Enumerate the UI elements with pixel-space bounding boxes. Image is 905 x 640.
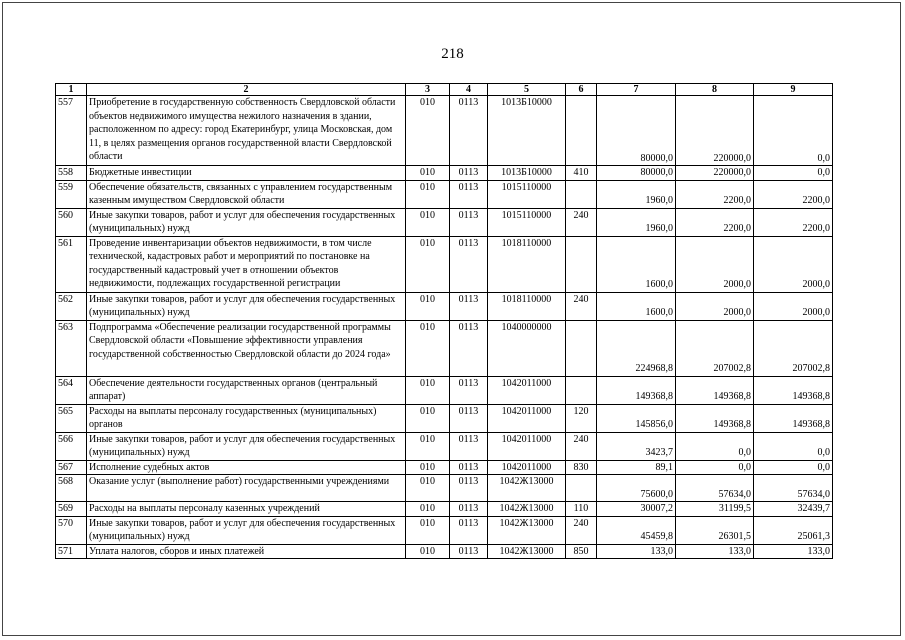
cell-amount-col9: 2200,0	[754, 180, 833, 208]
cell-section-code: 0113	[450, 166, 488, 181]
cell-section-code: 0113	[450, 320, 488, 376]
cell-ministry-code: 010	[406, 376, 450, 404]
cell-row-number: 563	[56, 320, 87, 376]
cell-amount-col7: 30007,2	[597, 502, 676, 517]
cell-expense-type	[566, 320, 597, 376]
cell-target-code: 1013Б10000	[488, 96, 566, 166]
cell-expense-type	[566, 180, 597, 208]
cell-target-code: 1042Ж13000	[488, 516, 566, 544]
table-row	[56, 166, 833, 181]
cell-section-code: 0113	[450, 460, 488, 475]
cell-expense-type: 240	[566, 516, 597, 544]
cell-target-code: 1042Ж13000	[488, 544, 566, 559]
cell-amount-col7: 1600,0	[597, 292, 676, 320]
cell-description: Исполнение судебных актов	[87, 460, 406, 475]
cell-ministry-code: 010	[406, 432, 450, 460]
cell-amount-col9: 0,0	[754, 460, 833, 475]
cell-row-number: 559	[56, 180, 87, 208]
cell-target-code: 1015110000	[488, 208, 566, 236]
cell-ministry-code: 010	[406, 404, 450, 432]
table-row	[56, 96, 833, 166]
cell-section-code: 0113	[450, 432, 488, 460]
cell-description: Иные закупки товаров, работ и услуг для обеспечения государственных (муниципальных) нужд	[87, 516, 406, 544]
cell-section-code: 0113	[450, 208, 488, 236]
cell-amount-col8: 2200,0	[676, 180, 754, 208]
cell-section-code: 0113	[450, 502, 488, 517]
cell-amount-col8: 57634,0	[676, 475, 754, 502]
cell-expense-type: 120	[566, 404, 597, 432]
cell-expense-type: 240	[566, 208, 597, 236]
cell-amount-col7: 1960,0	[597, 180, 676, 208]
cell-description: Бюджетные инвестиции	[87, 166, 406, 181]
cell-expense-type: 830	[566, 460, 597, 475]
cell-section-code: 0113	[450, 544, 488, 559]
cell-row-number: 560	[56, 208, 87, 236]
cell-row-number: 569	[56, 502, 87, 517]
table-row	[56, 460, 833, 475]
cell-target-code: 1042011000	[488, 432, 566, 460]
cell-section-code: 0113	[450, 516, 488, 544]
cell-amount-col9: 0,0	[754, 166, 833, 181]
cell-amount-col8: 26301,5	[676, 516, 754, 544]
table-row	[56, 432, 833, 460]
cell-row-number: 565	[56, 404, 87, 432]
cell-amount-col7: 89,1	[597, 460, 676, 475]
cell-expense-type	[566, 96, 597, 166]
cell-description: Проведение инвентаризации объектов недвижимости, в том числе технической, кадастровых работ и мероприятий по постановке на государственный кадастровый учет в отношении объектов недвижимости, подлежащих государственной регистрации	[87, 236, 406, 292]
header-col-5: 5	[488, 84, 566, 96]
cell-amount-col7: 80000,0	[597, 166, 676, 181]
cell-target-code: 1018110000	[488, 236, 566, 292]
cell-target-code: 1042011000	[488, 404, 566, 432]
cell-section-code: 0113	[450, 376, 488, 404]
cell-description: Обеспечение обязательств, связанных с управлением государственным казенным имуществом Свердловской области	[87, 180, 406, 208]
cell-amount-col8: 2000,0	[676, 236, 754, 292]
cell-row-number: 567	[56, 460, 87, 475]
cell-amount-col7: 80000,0	[597, 96, 676, 166]
cell-description: Иные закупки товаров, работ и услуг для обеспечения государственных (муниципальных) нужд	[87, 432, 406, 460]
cell-ministry-code: 010	[406, 292, 450, 320]
cell-ministry-code: 010	[406, 236, 450, 292]
header-col-7: 7	[597, 84, 676, 96]
cell-amount-col8: 133,0	[676, 544, 754, 559]
cell-target-code: 1042011000	[488, 460, 566, 475]
cell-description: Уплата налогов, сборов и иных платежей	[87, 544, 406, 559]
cell-amount-col9: 25061,3	[754, 516, 833, 544]
table-row	[56, 180, 833, 208]
cell-ministry-code: 010	[406, 166, 450, 181]
cell-amount-col7: 1600,0	[597, 236, 676, 292]
header-col-8: 8	[676, 84, 754, 96]
cell-section-code: 0113	[450, 404, 488, 432]
cell-ministry-code: 010	[406, 516, 450, 544]
cell-target-code: 1042011000	[488, 376, 566, 404]
cell-amount-col9: 149368,8	[754, 404, 833, 432]
cell-target-code: 1042Ж13000	[488, 502, 566, 517]
cell-amount-col7: 75600,0	[597, 475, 676, 502]
cell-amount-col8: 2200,0	[676, 208, 754, 236]
cell-row-number: 557	[56, 96, 87, 166]
table-row	[56, 544, 833, 559]
cell-expense-type: 110	[566, 502, 597, 517]
cell-ministry-code: 010	[406, 320, 450, 376]
table-row	[56, 502, 833, 517]
cell-row-number: 558	[56, 166, 87, 181]
header-col-4: 4	[450, 84, 488, 96]
cell-section-code: 0113	[450, 236, 488, 292]
cell-target-code: 1018110000	[488, 292, 566, 320]
cell-ministry-code: 010	[406, 544, 450, 559]
cell-ministry-code: 010	[406, 180, 450, 208]
cell-amount-col9: 0,0	[754, 432, 833, 460]
cell-amount-col7: 45459,8	[597, 516, 676, 544]
cell-amount-col8: 149368,8	[676, 404, 754, 432]
cell-row-number: 568	[56, 475, 87, 502]
table-row	[56, 376, 833, 404]
cell-expense-type	[566, 236, 597, 292]
cell-target-code: 1042Ж13000	[488, 475, 566, 502]
cell-expense-type	[566, 475, 597, 502]
table-header-row	[56, 84, 833, 96]
cell-description: Оказание услуг (выполнение работ) государственными учреждениями	[87, 475, 406, 502]
header-col-6: 6	[566, 84, 597, 96]
cell-ministry-code: 010	[406, 502, 450, 517]
cell-amount-col8: 0,0	[676, 460, 754, 475]
table-row	[56, 292, 833, 320]
cell-amount-col7: 1960,0	[597, 208, 676, 236]
cell-amount-col9: 2200,0	[754, 208, 833, 236]
cell-amount-col7: 224968,8	[597, 320, 676, 376]
header-col-3: 3	[406, 84, 450, 96]
cell-amount-col9: 2000,0	[754, 236, 833, 292]
cell-description: Расходы на выплаты персоналу государственных (муниципальных) органов	[87, 404, 406, 432]
cell-amount-col9: 0,0	[754, 96, 833, 166]
cell-amount-col7: 145856,0	[597, 404, 676, 432]
cell-section-code: 0113	[450, 292, 488, 320]
cell-expense-type: 850	[566, 544, 597, 559]
cell-amount-col8: 220000,0	[676, 96, 754, 166]
cell-amount-col8: 149368,8	[676, 376, 754, 404]
cell-amount-col8: 220000,0	[676, 166, 754, 181]
budget-table	[55, 83, 833, 559]
cell-amount-col7: 133,0	[597, 544, 676, 559]
cell-description: Иные закупки товаров, работ и услуг для обеспечения государственных (муниципальных) нужд	[87, 292, 406, 320]
cell-amount-col8: 207002,8	[676, 320, 754, 376]
table-row	[56, 516, 833, 544]
cell-row-number: 561	[56, 236, 87, 292]
cell-description: Подпрограмма «Обеспечение реализации государственной программы Свердловской области «Повышение эффективности управления государственной собственностью Свердловской области до 2024 года»	[87, 320, 406, 376]
cell-amount-col8: 31199,5	[676, 502, 754, 517]
cell-row-number: 562	[56, 292, 87, 320]
cell-description: Приобретение в государственную собственность Свердловской области объектов недвижимого имущества нежилого назначения в здании, расположенном по адресу: город Екатеринбург, улица Московская, дом 11, в целях размещения органов государственной власти Свердловской области	[87, 96, 406, 166]
cell-section-code: 0113	[450, 475, 488, 502]
cell-expense-type: 410	[566, 166, 597, 181]
cell-expense-type: 240	[566, 432, 597, 460]
cell-amount-col7: 149368,8	[597, 376, 676, 404]
cell-ministry-code: 010	[406, 460, 450, 475]
table-row	[56, 320, 833, 376]
cell-amount-col9: 57634,0	[754, 475, 833, 502]
cell-description: Обеспечение деятельности государственных органов (центральный аппарат)	[87, 376, 406, 404]
cell-target-code: 1015110000	[488, 180, 566, 208]
cell-row-number: 571	[56, 544, 87, 559]
cell-amount-col8: 2000,0	[676, 292, 754, 320]
cell-section-code: 0113	[450, 180, 488, 208]
page-number: 218	[441, 46, 464, 62]
cell-ministry-code: 010	[406, 208, 450, 236]
cell-target-code: 1040000000	[488, 320, 566, 376]
cell-ministry-code: 010	[406, 475, 450, 502]
cell-row-number: 570	[56, 516, 87, 544]
cell-amount-col8: 0,0	[676, 432, 754, 460]
cell-amount-col9: 207002,8	[754, 320, 833, 376]
table-body	[56, 96, 833, 559]
header-col-2: 2	[87, 84, 406, 96]
cell-amount-col7: 3423,7	[597, 432, 676, 460]
cell-expense-type: 240	[566, 292, 597, 320]
cell-target-code: 1013Б10000	[488, 166, 566, 181]
cell-amount-col9: 2000,0	[754, 292, 833, 320]
header-col-9: 9	[754, 84, 833, 96]
table-row	[56, 404, 833, 432]
cell-section-code: 0113	[450, 96, 488, 166]
cell-ministry-code: 010	[406, 96, 450, 166]
table-row	[56, 208, 833, 236]
cell-description: Иные закупки товаров, работ и услуг для обеспечения государственных (муниципальных) нужд	[87, 208, 406, 236]
table-row	[56, 236, 833, 292]
cell-amount-col9: 149368,8	[754, 376, 833, 404]
cell-row-number: 564	[56, 376, 87, 404]
cell-row-number: 566	[56, 432, 87, 460]
header-col-1: 1	[56, 84, 87, 96]
table-row	[56, 475, 833, 502]
cell-amount-col9: 133,0	[754, 544, 833, 559]
cell-amount-col9: 32439,7	[754, 502, 833, 517]
cell-description: Расходы на выплаты персоналу казенных учреждений	[87, 502, 406, 517]
cell-expense-type	[566, 376, 597, 404]
